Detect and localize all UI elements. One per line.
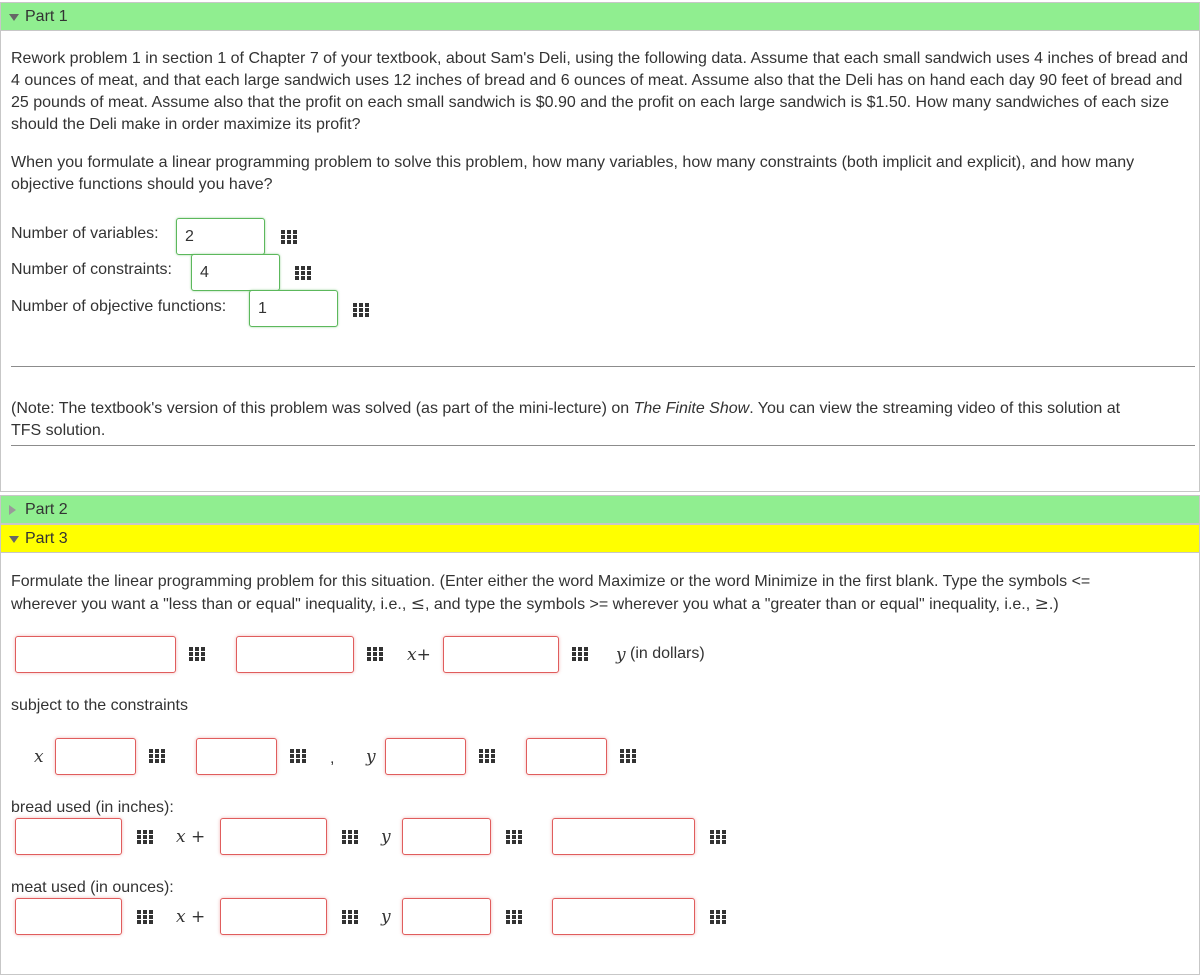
palette-dot bbox=[479, 759, 483, 763]
palette-dot bbox=[512, 840, 516, 844]
palette-dot bbox=[620, 749, 624, 753]
palette-dot bbox=[354, 915, 358, 919]
palette-dot bbox=[506, 840, 510, 844]
palette-dot bbox=[578, 652, 582, 656]
palette-dot bbox=[354, 830, 358, 834]
equation-editor-icon[interactable] bbox=[288, 747, 308, 765]
palette-dot bbox=[485, 759, 489, 763]
equation-editor-icon[interactable] bbox=[340, 828, 360, 846]
palette-dot bbox=[491, 759, 495, 763]
bread-x-coef-input[interactable] bbox=[15, 818, 122, 855]
collapse-triangle-icon bbox=[9, 536, 19, 543]
palette-dot bbox=[295, 266, 299, 270]
palette-dot bbox=[512, 830, 516, 834]
palette-dot bbox=[161, 754, 165, 758]
meat-y-coef-input[interactable] bbox=[220, 898, 327, 935]
meat-x-coef-input[interactable] bbox=[15, 898, 122, 935]
palette-dot bbox=[710, 830, 714, 834]
palette-dot bbox=[485, 749, 489, 753]
palette-dot bbox=[287, 235, 291, 239]
palette-dot bbox=[379, 652, 383, 656]
palette-dot bbox=[301, 276, 305, 280]
palette-dot bbox=[149, 830, 153, 834]
variables-input[interactable]: 2 bbox=[176, 218, 265, 255]
note-text bbox=[11, 398, 1191, 442]
equation-editor-icon[interactable] bbox=[365, 645, 385, 663]
palette-dot bbox=[379, 647, 383, 651]
le-symbol: ≤ bbox=[410, 594, 425, 614]
x-plus-label: x+ bbox=[407, 645, 431, 665]
palette-dot bbox=[512, 835, 516, 839]
palette-dot bbox=[710, 910, 714, 914]
palette-dot bbox=[722, 915, 726, 919]
palette-dot bbox=[353, 303, 357, 307]
palette-dot bbox=[572, 647, 576, 651]
palette-dot bbox=[572, 652, 576, 656]
objective-functions-input[interactable]: 1 bbox=[249, 290, 338, 327]
palette-dot bbox=[506, 835, 510, 839]
palette-dot bbox=[518, 920, 522, 924]
palette-dot bbox=[195, 652, 199, 656]
part3-instructions bbox=[11, 571, 1191, 616]
palette-dot bbox=[342, 920, 346, 924]
palette-dot bbox=[710, 915, 714, 919]
show-title: The Finite Show bbox=[633, 400, 750, 417]
palette-dot bbox=[149, 915, 153, 919]
equation-editor-icon[interactable] bbox=[135, 828, 155, 846]
palette-dot bbox=[189, 652, 193, 656]
equation-editor-icon[interactable] bbox=[570, 645, 590, 663]
palette-dot bbox=[365, 313, 369, 317]
palette-dot bbox=[485, 754, 489, 758]
palette-dot bbox=[506, 920, 510, 924]
palette-dot bbox=[149, 910, 153, 914]
max-min-input[interactable] bbox=[15, 636, 176, 673]
x-plus-label: x + bbox=[176, 827, 206, 847]
palette-dot bbox=[365, 308, 369, 312]
palette-dot bbox=[512, 915, 516, 919]
palette-dot bbox=[620, 754, 624, 758]
palette-dot bbox=[584, 647, 588, 651]
palette-dot bbox=[620, 759, 624, 763]
divider bbox=[11, 445, 1195, 446]
palette-dot bbox=[342, 910, 346, 914]
palette-dot bbox=[149, 754, 153, 758]
x-inequality-input[interactable] bbox=[55, 738, 136, 775]
palette-dot bbox=[149, 835, 153, 839]
palette-dot bbox=[572, 657, 576, 661]
palette-dot bbox=[293, 235, 297, 239]
palette-dot bbox=[302, 759, 306, 763]
palette-dot bbox=[290, 754, 294, 758]
palette-dot bbox=[348, 915, 352, 919]
y-variable-label: y bbox=[366, 747, 376, 767]
equation-editor-icon[interactable] bbox=[351, 301, 371, 319]
palette-dot bbox=[512, 920, 516, 924]
palette-dot bbox=[155, 749, 159, 753]
palette-dot bbox=[722, 910, 726, 914]
objective-functions-label: Number of objective functions: bbox=[11, 298, 227, 315]
palette-dot bbox=[710, 835, 714, 839]
palette-dot bbox=[367, 652, 371, 656]
palette-dot bbox=[161, 749, 165, 753]
palette-dot bbox=[479, 754, 483, 758]
y-label: y bbox=[616, 645, 626, 665]
palette-dot bbox=[354, 920, 358, 924]
note-suffix: . You can view the streaming video of this solution at bbox=[749, 400, 1121, 417]
palette-dot bbox=[367, 647, 371, 651]
problem-text: Rework problem 1 in section 1 of Chapter 7 of your textbook, about Sam's Deli, using the following data. Assume that each small sandwich uses 4 inches of bread and 4 ounces of meat, and that each large sandwich uses 12 inches of bread and 6 ounces of meat. Assume also that the Deli has on hand each day 90 feet of bread and 25 pounds of meat. Assume also that the profit on each small sandwich is $0.90 and the profit on each large sandwich is $1.50. How many sandwiches of each size should the Deli make in order maximize its profit? bbox=[11, 50, 1189, 133]
palette-dot bbox=[353, 313, 357, 317]
palette-dot bbox=[149, 840, 153, 844]
expand-triangle-icon bbox=[9, 505, 16, 515]
palette-dot bbox=[506, 910, 510, 914]
palette-dot bbox=[632, 759, 636, 763]
palette-dot bbox=[506, 915, 510, 919]
palette-dot bbox=[716, 910, 720, 914]
palette-dot bbox=[518, 835, 522, 839]
palette-dot bbox=[143, 840, 147, 844]
bread-label: bread used (in inches): bbox=[11, 799, 174, 816]
equation-editor-icon[interactable] bbox=[504, 908, 524, 926]
part1-label: Part 1 bbox=[25, 8, 68, 25]
palette-dot bbox=[359, 308, 363, 312]
palette-dot bbox=[722, 840, 726, 844]
palette-dot bbox=[287, 230, 291, 234]
palette-dot bbox=[716, 920, 720, 924]
palette-dot bbox=[354, 910, 358, 914]
palette-dot bbox=[149, 920, 153, 924]
part1-header[interactable] bbox=[0, 2, 1200, 31]
palette-dot bbox=[281, 230, 285, 234]
palette-dot bbox=[359, 303, 363, 307]
palette-dot bbox=[143, 835, 147, 839]
palette-dot bbox=[301, 271, 305, 275]
palette-dot bbox=[716, 840, 720, 844]
meat-label: meat used (in ounces): bbox=[11, 879, 174, 896]
palette-dot bbox=[293, 240, 297, 244]
palette-dot bbox=[201, 647, 205, 651]
part3-header[interactable] bbox=[0, 524, 1200, 553]
divider bbox=[11, 366, 1195, 367]
palette-dot bbox=[578, 657, 582, 661]
palette-dot bbox=[301, 266, 305, 270]
equation-editor-icon[interactable] bbox=[618, 747, 638, 765]
palette-dot bbox=[348, 830, 352, 834]
palette-dot bbox=[137, 915, 141, 919]
palette-dot bbox=[353, 308, 357, 312]
palette-dot bbox=[584, 652, 588, 656]
palette-dot bbox=[295, 276, 299, 280]
palette-dot bbox=[296, 759, 300, 763]
y-inequality-input[interactable] bbox=[385, 738, 466, 775]
palette-dot bbox=[290, 749, 294, 753]
palette-dot bbox=[722, 835, 726, 839]
meat-limit-input[interactable] bbox=[552, 898, 695, 935]
palette-dot bbox=[348, 840, 352, 844]
palette-dot bbox=[710, 840, 714, 844]
constraints-label: Number of constraints: bbox=[11, 261, 172, 278]
palette-dot bbox=[348, 910, 352, 914]
equation-editor-icon[interactable] bbox=[708, 908, 728, 926]
palette-dot bbox=[307, 271, 311, 275]
palette-dot bbox=[302, 749, 306, 753]
equation-editor-icon[interactable] bbox=[708, 828, 728, 846]
x-plus-label: x + bbox=[176, 907, 206, 927]
palette-dot bbox=[143, 915, 147, 919]
constraints-input[interactable]: 4 bbox=[191, 254, 280, 291]
palette-dot bbox=[518, 830, 522, 834]
instructions-line2c: .) bbox=[1048, 596, 1059, 613]
x-variable-label: x bbox=[34, 747, 44, 767]
palette-dot bbox=[518, 915, 522, 919]
palette-dot bbox=[359, 313, 363, 317]
palette-dot bbox=[137, 830, 141, 834]
objective-x-coef-input[interactable] bbox=[236, 636, 354, 673]
palette-dot bbox=[710, 920, 714, 924]
bread-y-coef-input[interactable] bbox=[220, 818, 327, 855]
palette-dot bbox=[161, 759, 165, 763]
instructions-line2a: wherever you want a "less than or equal" inequality, i.e., bbox=[11, 596, 411, 613]
equation-editor-icon[interactable] bbox=[279, 228, 299, 246]
equation-editor-icon[interactable] bbox=[293, 264, 313, 282]
instructions-line2b: , and type the symbols >= wherever you what a "greater than or equal" inequality, i.e., bbox=[424, 596, 1035, 613]
palette-dot bbox=[137, 835, 141, 839]
ge-symbol: ≥ bbox=[1034, 594, 1049, 614]
palette-dot bbox=[342, 835, 346, 839]
palette-dot bbox=[290, 759, 294, 763]
palette-dot bbox=[149, 749, 153, 753]
palette-dot bbox=[195, 657, 199, 661]
bread-inequality-input[interactable] bbox=[402, 818, 491, 855]
palette-dot bbox=[307, 266, 311, 270]
palette-dot bbox=[348, 835, 352, 839]
y-label: y bbox=[381, 827, 391, 847]
part2-label: Part 2 bbox=[25, 501, 68, 518]
palette-dot bbox=[716, 835, 720, 839]
palette-dot bbox=[342, 915, 346, 919]
palette-dot bbox=[584, 657, 588, 661]
palette-dot bbox=[373, 647, 377, 651]
palette-dot bbox=[189, 657, 193, 661]
palette-dot bbox=[632, 749, 636, 753]
palette-dot bbox=[296, 749, 300, 753]
palette-dot bbox=[201, 652, 205, 656]
palette-dot bbox=[518, 840, 522, 844]
meat-inequality-input[interactable] bbox=[402, 898, 491, 935]
palette-dot bbox=[137, 920, 141, 924]
palette-dot bbox=[354, 840, 358, 844]
y-bound-input[interactable] bbox=[526, 738, 607, 775]
palette-dot bbox=[137, 910, 141, 914]
palette-dot bbox=[716, 915, 720, 919]
palette-dot bbox=[354, 835, 358, 839]
comma-separator: , bbox=[330, 750, 335, 767]
part3-label: Part 3 bbox=[25, 530, 68, 547]
bread-limit-input[interactable] bbox=[552, 818, 695, 855]
instructions-line1: Formulate the linear programming problem for this situation. (Enter either the word Maximize or the word Minimize in the first blank. Type the symbols <= bbox=[11, 573, 1091, 590]
palette-dot bbox=[373, 652, 377, 656]
dollars-unit-label: (in dollars) bbox=[630, 645, 705, 662]
equation-editor-icon[interactable] bbox=[477, 747, 497, 765]
palette-dot bbox=[632, 754, 636, 758]
palette-dot bbox=[578, 647, 582, 651]
palette-dot bbox=[281, 240, 285, 244]
equation-editor-icon[interactable] bbox=[504, 828, 524, 846]
variables-label: Number of variables: bbox=[11, 225, 159, 242]
palette-dot bbox=[143, 920, 147, 924]
palette-dot bbox=[342, 830, 346, 834]
palette-dot bbox=[491, 749, 495, 753]
objective-y-coef-input[interactable] bbox=[443, 636, 559, 673]
palette-dot bbox=[506, 830, 510, 834]
palette-dot bbox=[626, 759, 630, 763]
palette-dot bbox=[296, 754, 300, 758]
collapse-triangle-icon bbox=[9, 14, 19, 21]
palette-dot bbox=[365, 303, 369, 307]
palette-dot bbox=[189, 647, 193, 651]
equation-editor-icon[interactable] bbox=[135, 908, 155, 926]
palette-dot bbox=[287, 240, 291, 244]
palette-dot bbox=[373, 657, 377, 661]
palette-dot bbox=[281, 235, 285, 239]
equation-editor-icon[interactable] bbox=[147, 747, 167, 765]
part2-header[interactable] bbox=[0, 495, 1200, 524]
palette-dot bbox=[379, 657, 383, 661]
note-prefix: (Note: The textbook's version of this problem was solved (as part of the mini-lecture) on bbox=[11, 400, 634, 417]
palette-dot bbox=[295, 271, 299, 275]
palette-dot bbox=[307, 276, 311, 280]
palette-dot bbox=[722, 830, 726, 834]
palette-dot bbox=[195, 647, 199, 651]
palette-dot bbox=[302, 754, 306, 758]
palette-dot bbox=[137, 840, 141, 844]
equation-editor-icon[interactable] bbox=[340, 908, 360, 926]
palette-dot bbox=[155, 754, 159, 758]
question-text: When you formulate a linear programming problem to solve this problem, how many variables, how many constraints (both implicit and explicit), and how many objective functions should you have? bbox=[11, 154, 1135, 193]
palette-dot bbox=[722, 920, 726, 924]
subject-to-label: subject to the constraints bbox=[11, 697, 188, 714]
equation-editor-icon[interactable] bbox=[187, 645, 207, 663]
palette-dot bbox=[342, 840, 346, 844]
palette-dot bbox=[143, 910, 147, 914]
palette-dot bbox=[348, 920, 352, 924]
palette-dot bbox=[143, 830, 147, 834]
palette-dot bbox=[155, 759, 159, 763]
palette-dot bbox=[491, 754, 495, 758]
palette-dot bbox=[626, 754, 630, 758]
x-bound-input[interactable] bbox=[196, 738, 277, 775]
palette-dot bbox=[716, 830, 720, 834]
palette-dot bbox=[512, 910, 516, 914]
palette-dot bbox=[149, 759, 153, 763]
palette-dot bbox=[293, 230, 297, 234]
palette-dot bbox=[626, 749, 630, 753]
y-label: y bbox=[381, 907, 391, 927]
palette-dot bbox=[518, 910, 522, 914]
tfs-solution-link[interactable]: TFS solution. bbox=[11, 422, 106, 439]
palette-dot bbox=[367, 657, 371, 661]
palette-dot bbox=[479, 749, 483, 753]
palette-dot bbox=[201, 657, 205, 661]
